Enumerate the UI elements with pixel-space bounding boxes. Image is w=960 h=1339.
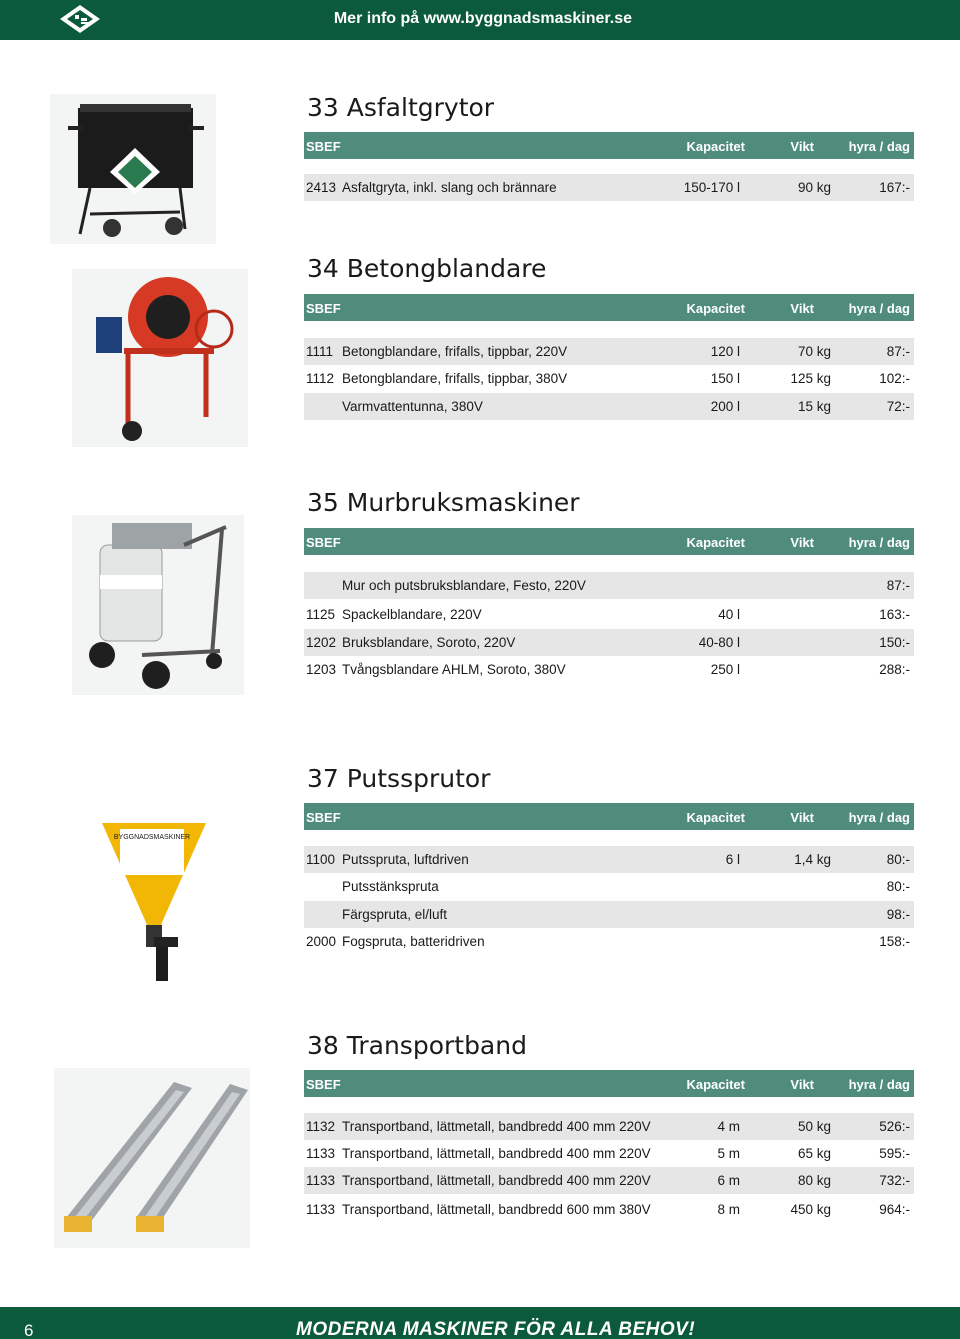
row-vikt: 450 kg	[790, 1202, 831, 1217]
row-code: 1112	[306, 371, 335, 386]
row-kapacitet: 8 m	[717, 1202, 740, 1217]
row-code: 2000	[306, 934, 337, 949]
sprayer-brand-text: BYGGNADSMASKINER	[113, 834, 191, 841]
section-title: 38 Transportband	[307, 1031, 527, 1060]
plaster-sprayer-image	[98, 817, 210, 987]
header-vikt: Vikt	[790, 139, 814, 154]
row-kapacitet: 4 m	[717, 1119, 740, 1134]
row-vikt: 70 kg	[797, 344, 831, 359]
row-description: Färgspruta, el/luft	[342, 907, 448, 922]
section-title: 34 Betongblandare	[307, 254, 547, 283]
row-description: Mur och putsbruksblandare, Festo, 220V	[342, 578, 586, 593]
row-kapacitet: 150 l	[710, 371, 740, 386]
row-kapacitet: 6 l	[725, 852, 740, 867]
table-row	[304, 1167, 914, 1194]
row-vikt: 15 kg	[797, 399, 831, 414]
row-kapacitet: 120 l	[710, 344, 740, 359]
section-title: 37 Putssprutor	[307, 764, 491, 793]
row-price: 102:-	[879, 371, 910, 386]
header-hyra: hyra / dag	[848, 810, 910, 825]
row-code: 1100	[306, 852, 336, 867]
row-vikt: 80 kg	[797, 1173, 831, 1188]
header-hyra: hyra / dag	[848, 1077, 910, 1092]
row-kapacitet: 40-80 l	[698, 635, 740, 650]
row-price: 80:-	[886, 852, 910, 867]
header-kapacitet: Kapacitet	[686, 1077, 745, 1092]
row-price: 87:-	[886, 578, 910, 593]
row-description: Fogspruta, batteridriven	[342, 934, 485, 949]
row-code: 1133	[306, 1146, 336, 1161]
row-price: 595:-	[879, 1146, 910, 1161]
header-vikt: Vikt	[790, 1077, 814, 1092]
row-code: 1202	[306, 635, 337, 650]
row-price: 167:-	[879, 180, 910, 195]
row-price: 72:-	[886, 399, 910, 414]
table-row	[304, 1140, 914, 1167]
row-kapacitet: 150-170 l	[683, 180, 740, 195]
table-header	[304, 528, 914, 555]
table-row	[304, 338, 914, 365]
header-sbef: SBEF	[306, 810, 341, 825]
header-vikt: Vikt	[790, 810, 814, 825]
table-row	[304, 393, 914, 420]
row-code: 1125	[306, 607, 336, 622]
row-price: 98:-	[886, 907, 910, 922]
row-vikt: 125 kg	[790, 371, 831, 386]
mortar-mixer-image	[72, 515, 244, 695]
row-description: Transportband, lättmetall, bandbredd 400 mm 220V	[342, 1173, 651, 1188]
table-row	[304, 601, 914, 628]
table-row	[304, 901, 914, 928]
row-description: Varmvattentunna, 380V	[342, 399, 483, 414]
row-vikt: 50 kg	[797, 1119, 831, 1134]
row-vikt: 65 kg	[797, 1146, 831, 1161]
table-row	[304, 629, 914, 656]
table-header	[304, 1070, 914, 1097]
row-kapacitet: 5 m	[717, 1146, 740, 1161]
concrete-mixer-image	[72, 269, 248, 447]
table-row	[304, 572, 914, 599]
top-bar	[0, 0, 960, 40]
header-kapacitet: Kapacitet	[686, 139, 745, 154]
row-price: 150:-	[879, 635, 910, 650]
row-price: 87:-	[886, 344, 910, 359]
row-description: Betongblandare, frifalls, tippbar, 380V	[342, 371, 568, 386]
header-hyra: hyra / dag	[848, 139, 910, 154]
section-title: 35 Murbruksmaskiner	[307, 488, 580, 517]
header-hyra: hyra / dag	[848, 535, 910, 550]
table-row	[304, 1196, 914, 1223]
table-row	[304, 174, 914, 201]
row-description: Tvångsblandare AHLM, Soroto, 380V	[342, 662, 566, 677]
row-code: 1111	[306, 344, 334, 359]
row-price: 158:-	[879, 934, 910, 949]
website-link[interactable]: Mer info på www.byggnadsmaskiner.se	[333, 10, 632, 27]
row-description: Bruksblandare, Soroto, 220V	[342, 635, 516, 650]
footer-bar	[0, 1307, 960, 1339]
row-code: 1133	[306, 1202, 336, 1217]
section-title: 33 Asfaltgrytor	[307, 93, 495, 122]
header-hyra: hyra / dag	[848, 301, 910, 316]
asphalt-pot-image	[50, 94, 216, 244]
header-kapacitet: Kapacitet	[686, 301, 745, 316]
row-vikt: 1,4 kg	[794, 852, 831, 867]
header-kapacitet: Kapacitet	[686, 810, 745, 825]
conveyor-belt-image	[54, 1068, 250, 1248]
row-price: 288:-	[879, 662, 910, 677]
page-number: 6	[24, 1321, 34, 1339]
row-description: Transportband, lättmetall, bandbredd 400 mm 220V	[342, 1119, 651, 1134]
table-header	[304, 294, 914, 321]
row-price: 80:-	[886, 879, 910, 894]
row-code: 1203	[306, 662, 337, 677]
table-row	[304, 365, 914, 392]
row-price: 163:-	[879, 607, 910, 622]
header-sbef: SBEF	[306, 1077, 341, 1092]
row-description: Putsspruta, luftdriven	[342, 852, 469, 867]
header-kapacitet: Kapacitet	[686, 535, 745, 550]
row-description: Asfaltgryta, inkl. slang och brännare	[342, 180, 557, 195]
row-kapacitet: 40 l	[718, 607, 740, 622]
row-description: Transportband, lättmetall, bandbredd 400 mm 220V	[342, 1146, 651, 1161]
row-code: 2413	[306, 180, 337, 195]
table-row	[304, 1113, 914, 1140]
header-vikt: Vikt	[790, 535, 814, 550]
row-price: 526:-	[879, 1119, 910, 1134]
footer-slogan: MODERNA MASKINER FÖR ALLA BEHOV!	[296, 1319, 696, 1339]
table-header	[304, 132, 914, 159]
row-code: 1133	[306, 1173, 336, 1188]
row-price: 964:-	[879, 1202, 910, 1217]
row-description: Transportband, lättmetall, bandbredd 600 mm 380V	[342, 1202, 651, 1217]
header-vikt: Vikt	[790, 301, 814, 316]
table-row	[304, 928, 914, 955]
company-logo-icon[interactable]	[56, 3, 104, 35]
row-description: Spackelblandare, 220V	[342, 607, 482, 622]
table-row	[304, 873, 914, 900]
row-vikt: 90 kg	[797, 180, 831, 195]
row-code: 1132	[306, 1119, 336, 1134]
table-row	[304, 846, 914, 873]
table-header	[304, 803, 914, 830]
row-description: Putsstänkspruta	[342, 879, 439, 894]
row-description: Betongblandare, frifalls, tippbar, 220V	[342, 344, 568, 359]
header-sbef: SBEF	[306, 535, 341, 550]
row-kapacitet: 200 l	[710, 399, 740, 414]
header-sbef: SBEF	[306, 301, 341, 316]
table-row	[304, 656, 914, 683]
row-price: 732:-	[879, 1173, 910, 1188]
row-kapacitet: 250 l	[710, 662, 740, 677]
header-sbef: SBEF	[306, 139, 341, 154]
row-kapacitet: 6 m	[717, 1173, 740, 1188]
